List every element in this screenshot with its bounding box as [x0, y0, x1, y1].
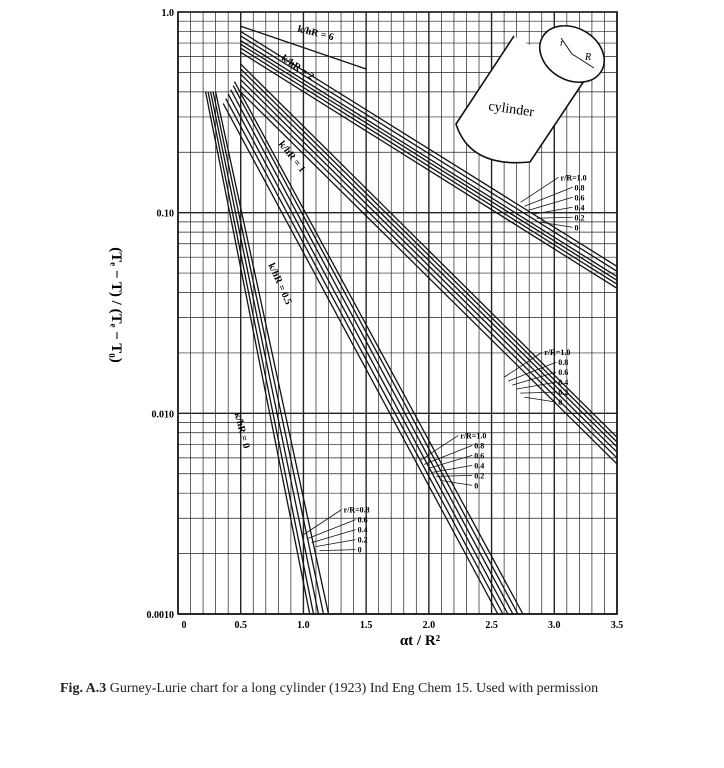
cylinder-label: cylinder [487, 99, 535, 121]
cylinder-inset [456, 14, 614, 162]
x-tick-label: 3.0 [548, 620, 561, 631]
x-tick-label: 3.5 [610, 620, 624, 631]
r-label: 0.8 [474, 441, 485, 451]
y-tick-label: 0.0010 [146, 610, 174, 621]
series-line [233, 86, 518, 614]
r-label: 0.6 [474, 451, 485, 461]
r-label: 0 [574, 223, 579, 233]
x-axis-ticks [182, 620, 624, 631]
r-label-leader [308, 520, 356, 539]
x-tick-label: 1.0 [297, 620, 310, 631]
family-label: k/hR = 2 [279, 52, 316, 83]
dim-label-r: r [560, 38, 564, 49]
x-tick-label: 1.5 [359, 620, 373, 631]
r-label: 0 [558, 398, 563, 408]
y-axis-ticks [147, 8, 175, 621]
r-label: 0.6 [574, 193, 585, 203]
x-tick-label: 2.0 [422, 620, 436, 631]
r-label-leader [521, 177, 559, 202]
family-label: k/hR = 0.5 [265, 261, 294, 307]
r-label: 0.6 [558, 368, 569, 378]
r-label: r/R=1.0 [544, 348, 571, 358]
r-label-leader [508, 362, 556, 381]
y-tick-label: 0.010 [151, 409, 174, 421]
y-tick-label: 1.0 [161, 8, 174, 19]
family-label: k/hR = 6 [296, 23, 335, 44]
caption-prefix: Fig. A.3 [60, 681, 107, 696]
x-tick-label: 2.5 [485, 620, 498, 631]
r-label: 0.4 [574, 203, 585, 213]
r-label-leader [320, 550, 356, 551]
y-tick-label: 0.10 [156, 208, 174, 220]
family-label: k/hR = 0 [231, 411, 252, 450]
r-label-leader [525, 187, 573, 206]
r-label: 0.4 [558, 378, 569, 388]
x-tick-label: 0 [181, 620, 187, 631]
y-axis-label [108, 247, 124, 362]
r-label: 0.2 [574, 213, 585, 223]
r-label-leader [420, 435, 458, 460]
r-label: 0.8 [574, 183, 585, 193]
r-label-leader [440, 480, 472, 485]
r-label: 0 [357, 545, 362, 555]
r-label: 0.6 [357, 515, 368, 525]
y-axis-label-text: (Tₑ − T) / (Tₑ − T₀) [108, 247, 124, 363]
x-axis-label-text: αt / R² [399, 633, 441, 649]
r-label: r/R=1.0 [560, 173, 587, 183]
r-label: r/R=0.8 [343, 505, 370, 515]
r-label: 0.4 [474, 461, 485, 471]
r-label-leader [316, 540, 356, 547]
x-axis-label [400, 633, 441, 649]
figure-caption [60, 680, 700, 698]
series-line [231, 90, 513, 614]
dim-label-R: R [585, 52, 592, 63]
r-label: 0.2 [474, 471, 485, 481]
family-label: k/hR = 1 [275, 139, 308, 175]
r-label: 0.4 [357, 525, 368, 535]
r-label-leader [424, 445, 472, 464]
r-label: 0 [474, 481, 479, 491]
r-label: 0.2 [357, 535, 368, 545]
r-label: r/R=1.0 [460, 431, 487, 441]
caption-text: Gurney-Lurie chart for a long cylinder (1923) Ind Eng Chem 15. Used with permission [106, 681, 599, 696]
r-label: 0.2 [558, 388, 569, 398]
r-label: 0.8 [558, 358, 569, 368]
x-tick-label: 0.5 [234, 620, 247, 631]
